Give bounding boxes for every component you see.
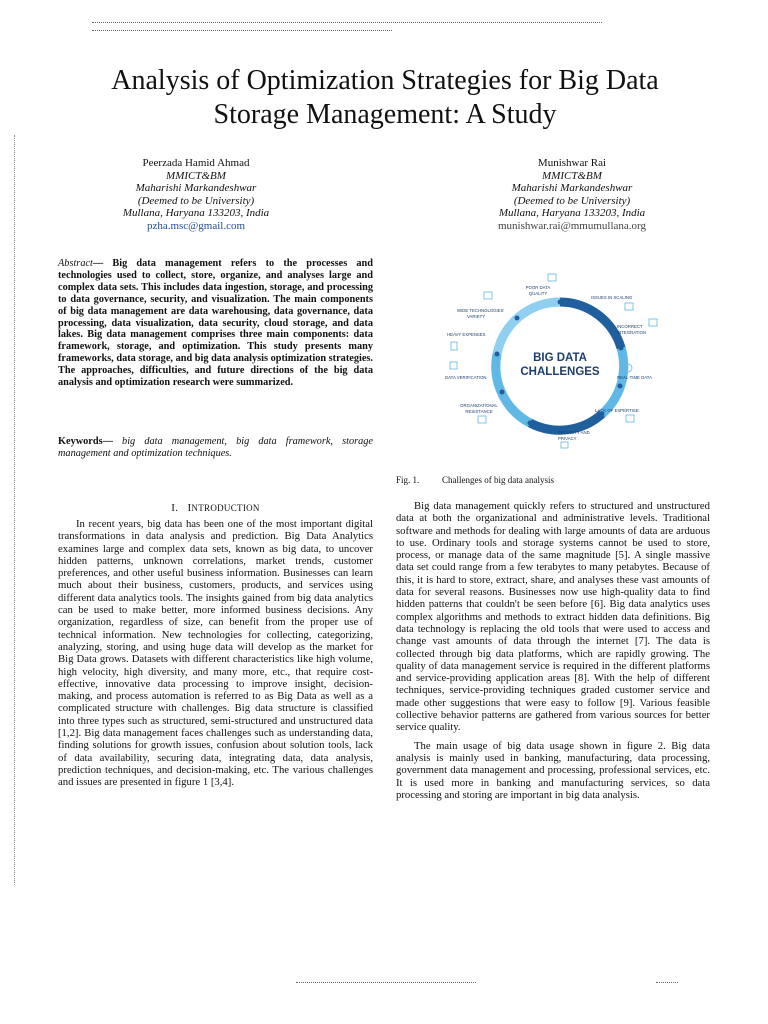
author-block-1	[76, 157, 316, 232]
database-icon	[548, 274, 556, 281]
author-block-2	[452, 157, 692, 232]
margin-marks	[14, 135, 21, 885]
column-right-body	[396, 500, 710, 801]
expertise-icon	[626, 415, 634, 422]
paper-title	[40, 64, 730, 132]
label-data-verification: DATA VERIFICATION	[445, 375, 487, 380]
figure-caption	[396, 475, 554, 485]
figure-caption-number: Fig. 1.	[396, 475, 420, 485]
label-security-1: SECURITY AND	[558, 430, 590, 435]
label-real-time-data: REAL-TIME DATA	[617, 375, 652, 380]
author-status: (Deemed to be University)	[513, 194, 631, 207]
author-email[interactable]: munishwar.rai@mmumullana.org	[497, 219, 647, 232]
label-poor-data-quality-1: POOR DATA	[525, 285, 551, 290]
author-institution: Maharishi Markandeshwar	[511, 182, 633, 194]
section-heading-introduction	[58, 502, 373, 514]
ring-segment-mid	[602, 348, 624, 414]
label-incorrect-1: INCORRECT	[617, 324, 643, 329]
ring-segment-dark	[560, 302, 621, 348]
section-title-rest: NTRODUCTION	[191, 503, 260, 513]
challenges-ring-diagram	[435, 262, 680, 452]
verification-icon	[450, 362, 457, 369]
center-label-line-2: CHALLENGES	[520, 366, 600, 378]
author-name: Peerzada Hamid Ahmad	[142, 157, 250, 169]
keywords-label: Keywords—	[58, 436, 113, 447]
lock-icon	[561, 442, 568, 448]
ring-segment-light	[497, 302, 560, 354]
variety-icon	[484, 292, 492, 299]
author-dept: MMICT&BM	[542, 169, 602, 182]
author-dept: MMICT&BM	[166, 169, 226, 182]
abstract	[58, 258, 373, 389]
abstract-label: Abstract	[58, 258, 93, 269]
label-incorrect-2: INTEGRATION	[617, 330, 647, 335]
keywords	[58, 436, 373, 460]
keywords-text: big data management, big data framework, storage management and optimization techniques.	[58, 436, 373, 459]
organization-icon	[478, 416, 486, 423]
label-security-2: PRIVACY	[558, 436, 577, 441]
body-paragraph-2: The main usage of big data usage shown in figure 2. Big data analysis is mainly used in banking, manufacturing, data processing, government data management and processing, professional services, etc. It is used more in banking and manufacturing services, so data processing and storing are important in big data analysis.	[396, 739, 710, 801]
label-poor-data-quality-2: QUALITY	[528, 291, 548, 296]
ring-segment-dark	[530, 414, 602, 430]
author-location: Mullana, Haryana 133203, India	[498, 207, 646, 219]
label-lack-of-expertise: LACK OF EXPERTISE	[595, 408, 639, 413]
body-paragraph-1: Big data management quickly refers to structured and unstructured data at both the organizational and administrative levels. Traditional software and methods for dealing with large amounts of data are arduous to use. Ordinary tools and storage systems cannot be used to store, process, or manage data of the same magnitude [5]. A single massive data set could range from a few terabytes to many petabytes. Because of this, it is hard to store, extract, share, and analyses these vast amounts of data for several reasons. Businesses now use high-quality data to find hidden patterns that couldn't be seen before [6]. Big data analytics uses complex algorithms and methods to extract hidden data definitions. Big data technology is replacing the old tools that were used to access and change vast amounts of data through the internet [7]. The data is collected through big data platforms, which are rapidly growing. The quality of data management service is required in the different platforms and service-providing application areas [8]. With the help of different techniques, service-providing techniques graded customer service and made other suggestions that were easy to follow [9]. Various feasible collective behavior patterns are gathered from various sources for better service quality.	[396, 500, 710, 734]
title-line-2: Storage Management: A Study	[213, 99, 557, 130]
author-status: (Deemed to be University)	[137, 194, 255, 207]
column-left-body	[58, 518, 373, 789]
label-issues-in-scaling: ISSUES IN SCALING	[591, 295, 633, 300]
label-org-resistance-1: ORGANIZATIONAL	[460, 403, 498, 408]
section-number: I.	[171, 502, 179, 514]
author-location: Mullana, Haryana 133203, India	[122, 207, 270, 219]
author-name: Munishwar Rai	[537, 157, 607, 169]
center-label-line-1: BIG DATA	[533, 352, 587, 364]
page-number-line	[656, 982, 678, 986]
label-wide-tech-2: VARIETY	[467, 314, 486, 319]
label-org-resistance-2: RESISTANCE	[465, 409, 493, 414]
label-wide-tech-1: WIDE TECHNOLOGIES'	[457, 308, 505, 313]
expenses-icon	[451, 342, 457, 350]
running-header	[92, 22, 612, 44]
scaling-icon	[625, 303, 633, 310]
ring-segment-mid	[496, 354, 530, 423]
abstract-text: — Big data management refers to the processes and technologies used to collect, store, organize, and analyses large and complex data sets. This includes data ingestion, storage, and processing to data governance, security, and visualization. The main components of big data management are data warehousing, data governance, data processing, data visualization, data security, cloud storage, and data lakes. Big data management comprises three main components: data framework, storage, and optimization. This study presents many frameworks, data storage, and big data analysis optimization strategies. The approaches, difficulties, and future directions of the big data analysis and optimization research were summarized.	[58, 258, 373, 389]
author-email[interactable]: pzha.msc@gmail.com	[146, 219, 246, 232]
intro-paragraph: In recent years, big data has been one of the most important digital transformations in data analysis and prediction. Big Data Analytics examines large and complex data sets, known as big data, to uncover hidden patterns, unknown correlations, market trends, customer preferences, and other useful business information. Businesses can learn much about their business, customers, products, and services using different data analytics tools. The insights gained from big data analytics can be used to make better, more informed business decisions. Any organization, regardless of size, can benefit from the proper use of technical information. New technologies for collecting, categorizing, analyzing, storing, and using huge data will develop as the market for Big Data grows. Datasets with different characteristics like high volume, high velocity, high diversity, and many more, etc., that require cost-effective, innovative data processing to improve insight, decision-making, and process automation is referred to as Big Data as well as a complicated structure with challenges. Big data structure is classified into three types such as structured, semi-structured and unstructured data [1,2]. Big data management faces challenges such as understanding data, finding solutions for growth issues, confusion about solution tools, lack of data availability, securing data, integrating data, data analysis, prediction techniques, and decision-making, etc. The various challenges and issues are presented in figure 1 [3,4].	[58, 518, 373, 789]
figure-caption-text: Challenges of big data analysis	[442, 475, 554, 485]
section-title-first: I	[187, 502, 192, 514]
author-institution: Maharishi Markandeshwar	[135, 182, 257, 194]
figure-big-data-challenges	[435, 262, 680, 452]
title-line-1: Analysis of Optimization Strategies for Big Data	[111, 65, 659, 96]
footer-line	[296, 982, 476, 986]
label-heavy-expenses: HEAVY EXPENSES	[447, 332, 486, 337]
integration-icon	[649, 319, 657, 326]
